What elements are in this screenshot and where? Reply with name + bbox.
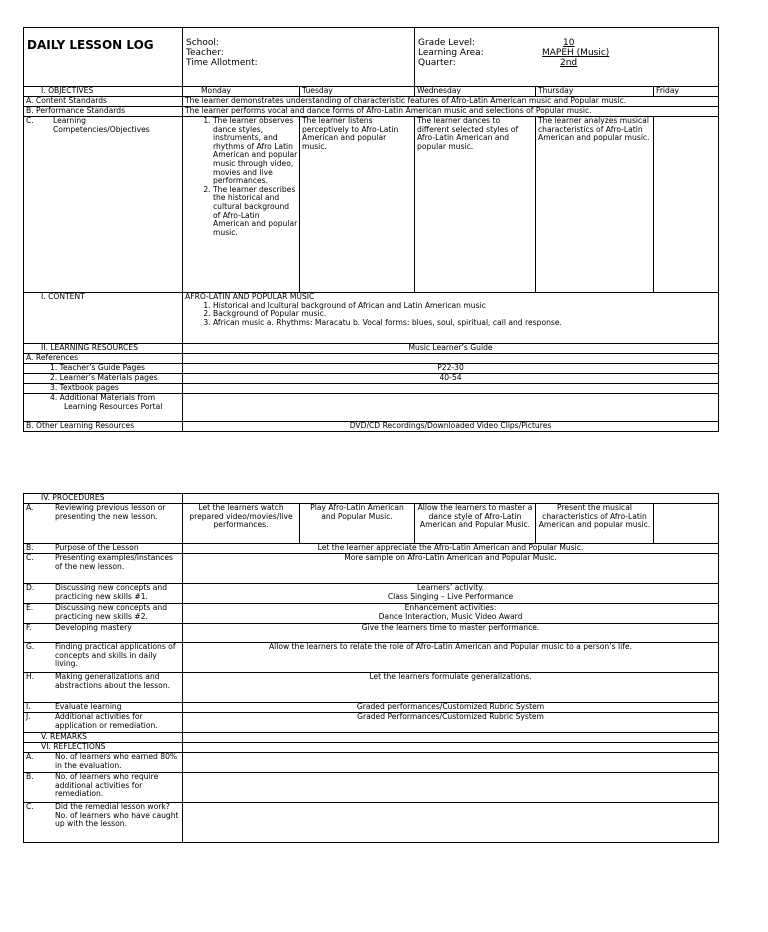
reflection-c-label: C. Did the remedial lesson work? No. of learners who have caught up with the lesson. <box>24 803 183 843</box>
day-wednesday: Wednesday <box>415 87 536 97</box>
procedure-g-value: Allow the learners to relate the role of Afro-Latin American and Popular music to a person’s life. <box>183 643 719 673</box>
reflections-heading: VI. REFLECTIONS <box>24 743 183 753</box>
reflection-b-value <box>183 773 719 803</box>
monday-objective-2: 2. The learner describes the historical and cultural background of Afro-Latin American and popular music. <box>213 186 298 238</box>
procedure-b-label: B. Purpose of the Lesson <box>24 544 183 554</box>
remarks-value <box>183 733 719 743</box>
competencies-monday <box>183 117 300 293</box>
learning-area-value: MAPEH (Music) <box>542 48 610 58</box>
competencies-thursday: The learner analyzes musical characteristics of Afro-Latin American and popular music. <box>536 117 654 293</box>
teacher-guide-value: P22-30 <box>183 364 719 374</box>
procedure-i-letter: I. <box>26 702 31 711</box>
objectives-heading: I. OBJECTIVES <box>24 87 183 97</box>
procedure-c-label: C. Presenting examples/instances of the new lesson. <box>24 554 183 584</box>
procedure-i-label: I. Evaluate learning <box>24 703 183 713</box>
reflection-c-value <box>183 803 719 843</box>
content-value <box>183 293 719 344</box>
monday-objective-1: 1. The learner observes dance styles, instruments, and rhythms of Afro Latin American and popular music through video, movies and live performances. <box>213 117 298 186</box>
remarks-heading: V. REMARKS <box>24 733 183 743</box>
day-tuesday: Tuesday <box>300 87 415 97</box>
grade-level-value: 10 <box>563 38 575 48</box>
additional-materials-value <box>183 394 719 422</box>
reflections-value <box>183 743 719 753</box>
content-heading: I. CONTENT <box>24 293 183 344</box>
content-item-3: 3. African music a. Rhythms: Maracatu b. Vocal forms: blues, soul, spiritual, call and response. <box>213 319 716 328</box>
procedure-a-letter: A. <box>26 503 34 512</box>
procedure-i-value: Graded performances/Customized Rubric System <box>183 703 719 713</box>
procedure-b-value: Let the learner appreciate the Afro-Latin American and Popular Music. <box>183 544 719 554</box>
learning-resources-heading: II. LEARNING RESOURCES <box>24 344 183 354</box>
references-label: A. References <box>24 354 183 364</box>
procedure-f-label: F. Developing mastery <box>24 624 183 643</box>
content-standards-label: A. Content Standards <box>24 97 183 107</box>
procedures-heading-blank <box>183 494 719 504</box>
time-allotment-label: Time Allotment: <box>186 58 258 68</box>
procedure-d-letter: D. <box>26 583 35 592</box>
learner-materials-label: 2. Learner’s Materials pages <box>24 374 183 384</box>
teacher-label: Teacher: <box>186 48 224 58</box>
quarter-value: 2nd <box>560 58 578 68</box>
procedure-a-wednesday: Allow the learners to master a dance style of Afro-Latin American and Popular Music. <box>415 504 536 544</box>
lesson-log-table-top <box>23 27 719 432</box>
procedure-e-value <box>183 604 719 624</box>
procedure-a-tuesday: Play Afro-Latin American and Popular Music. <box>300 504 415 544</box>
procedure-f-value: Give the learners time to master performance. <box>183 624 719 643</box>
procedure-g-letter: G. <box>26 642 35 651</box>
textbook-pages-value <box>183 384 719 394</box>
references-value <box>183 354 719 364</box>
school-info <box>183 28 415 87</box>
content-standards-value: The learner demonstrates understanding of characteristic features of Afro-Latin American music and Popular music. <box>183 97 719 107</box>
content-item-1: 1. Historical and lcultural background of African and Latin American music <box>213 302 716 311</box>
reflection-a-letter: A. <box>26 752 34 761</box>
learning-area-row: Learning Area: MAPEH (Music) <box>418 48 610 58</box>
procedure-j-value: Graded Performances/Customized Rubric System <box>183 713 719 733</box>
performance-standards-value: The learner performs vocal and dance forms of Afro-Latin American music and selections of Popular music. <box>183 107 719 117</box>
competencies-label <box>24 117 183 293</box>
competencies-friday <box>654 117 719 293</box>
procedure-d-value <box>183 584 719 604</box>
procedure-b-letter: B. <box>26 543 34 552</box>
procedure-d-line-1: Learners’ activity. <box>416 583 485 592</box>
procedure-e-line-2: Dance Interaction, Music Video Award <box>378 611 523 621</box>
procedure-a-monday: Let the learners watch prepared video/movies/live performances. <box>183 504 300 544</box>
procedure-c-value: More sample on Afro-Latin American and Popular Music. <box>183 554 719 584</box>
procedure-h-value: Let the learners formulate generalizations. <box>183 673 719 703</box>
other-resources-label: B. Other Learning Resources <box>24 422 183 432</box>
content-title: AFRO-LATIN AND POPULAR MUSIC <box>185 292 315 301</box>
teacher-guide-label: 1. Teacher’s Guide Pages <box>24 364 183 374</box>
day-monday: Monday <box>183 87 300 97</box>
competencies-wednesday: The learner dances to different selected styles of Afro-Latin American and popular music. <box>415 117 536 293</box>
procedure-j-letter: J. <box>26 712 31 721</box>
content-item-2: 2. Background of Popular music. <box>213 310 716 319</box>
document-title: DAILY LESSON LOG <box>24 28 183 87</box>
procedure-d-line-2: Class Singing – Live Performance <box>387 591 514 601</box>
procedure-c-letter: C. <box>26 553 34 562</box>
other-resources-value: DVD/CD Recordings/Downloaded Video Clips/Pictures <box>183 422 719 432</box>
day-thursday: Thursday <box>536 87 654 97</box>
reflection-b-letter: B. <box>26 772 34 781</box>
procedure-h-label: H. Making generalizations and abstractions about the lesson. <box>24 673 183 703</box>
procedure-d-label: D. Discussing new concepts and practicing new skills #1. <box>24 584 183 604</box>
class-info <box>415 28 719 87</box>
lesson-log-table-procedures <box>23 493 719 843</box>
learner-materials-value: 40-54 <box>183 374 719 384</box>
reflection-b-label: B. No. of learners who require additional activities for remediation. <box>24 773 183 803</box>
competencies-text: Learning Competencies/Objectives <box>53 116 150 134</box>
quarter-row: Quarter: 2nd <box>418 58 578 68</box>
reflection-a-label: A. No. of learners who earned 80% in the evaluation. <box>24 753 183 773</box>
competencies-tuesday: The learner listens perceptively to Afro-Latin American and popular music. <box>300 117 415 293</box>
learning-resources-guide: Music Learner’s Guide <box>183 344 719 354</box>
procedure-j-label: J. Additional activities for application or remediation. <box>24 713 183 733</box>
procedures-heading: IV. PROCEDURES <box>24 494 183 504</box>
reflection-c-letter: C. <box>26 802 34 811</box>
procedure-e-label: E. Discussing new concepts and practicing new skills #2. <box>24 604 183 624</box>
procedure-e-letter: E. <box>26 603 34 612</box>
procedure-a-label: A. Reviewing previous lesson or presenting the new lesson. <box>24 504 183 544</box>
procedure-a-thursday: Present the musical characteristics of Afro-Latin American and popular music. <box>536 504 654 544</box>
procedure-h-letter: H. <box>26 672 34 681</box>
textbook-pages-label: 3. Textbook pages <box>24 384 183 394</box>
procedure-e-line-1: Enhancement activities: <box>404 603 497 612</box>
grade-level-row: Grade Level: 10 <box>418 38 575 48</box>
procedure-f-letter: F. <box>26 623 32 632</box>
school-label: School: <box>186 38 219 48</box>
competencies-letter: C. <box>26 116 34 125</box>
procedure-g-label: G. Finding practical applications of concepts and skills in daily living. <box>24 643 183 673</box>
procedure-a-friday <box>654 504 719 544</box>
additional-materials-label: 4. Additional Materials from Learning Resources Portal <box>24 394 183 422</box>
performance-standards-label: B. Performance Standards <box>24 107 183 117</box>
reflection-a-value <box>183 753 719 773</box>
day-friday: Friday <box>654 87 719 97</box>
